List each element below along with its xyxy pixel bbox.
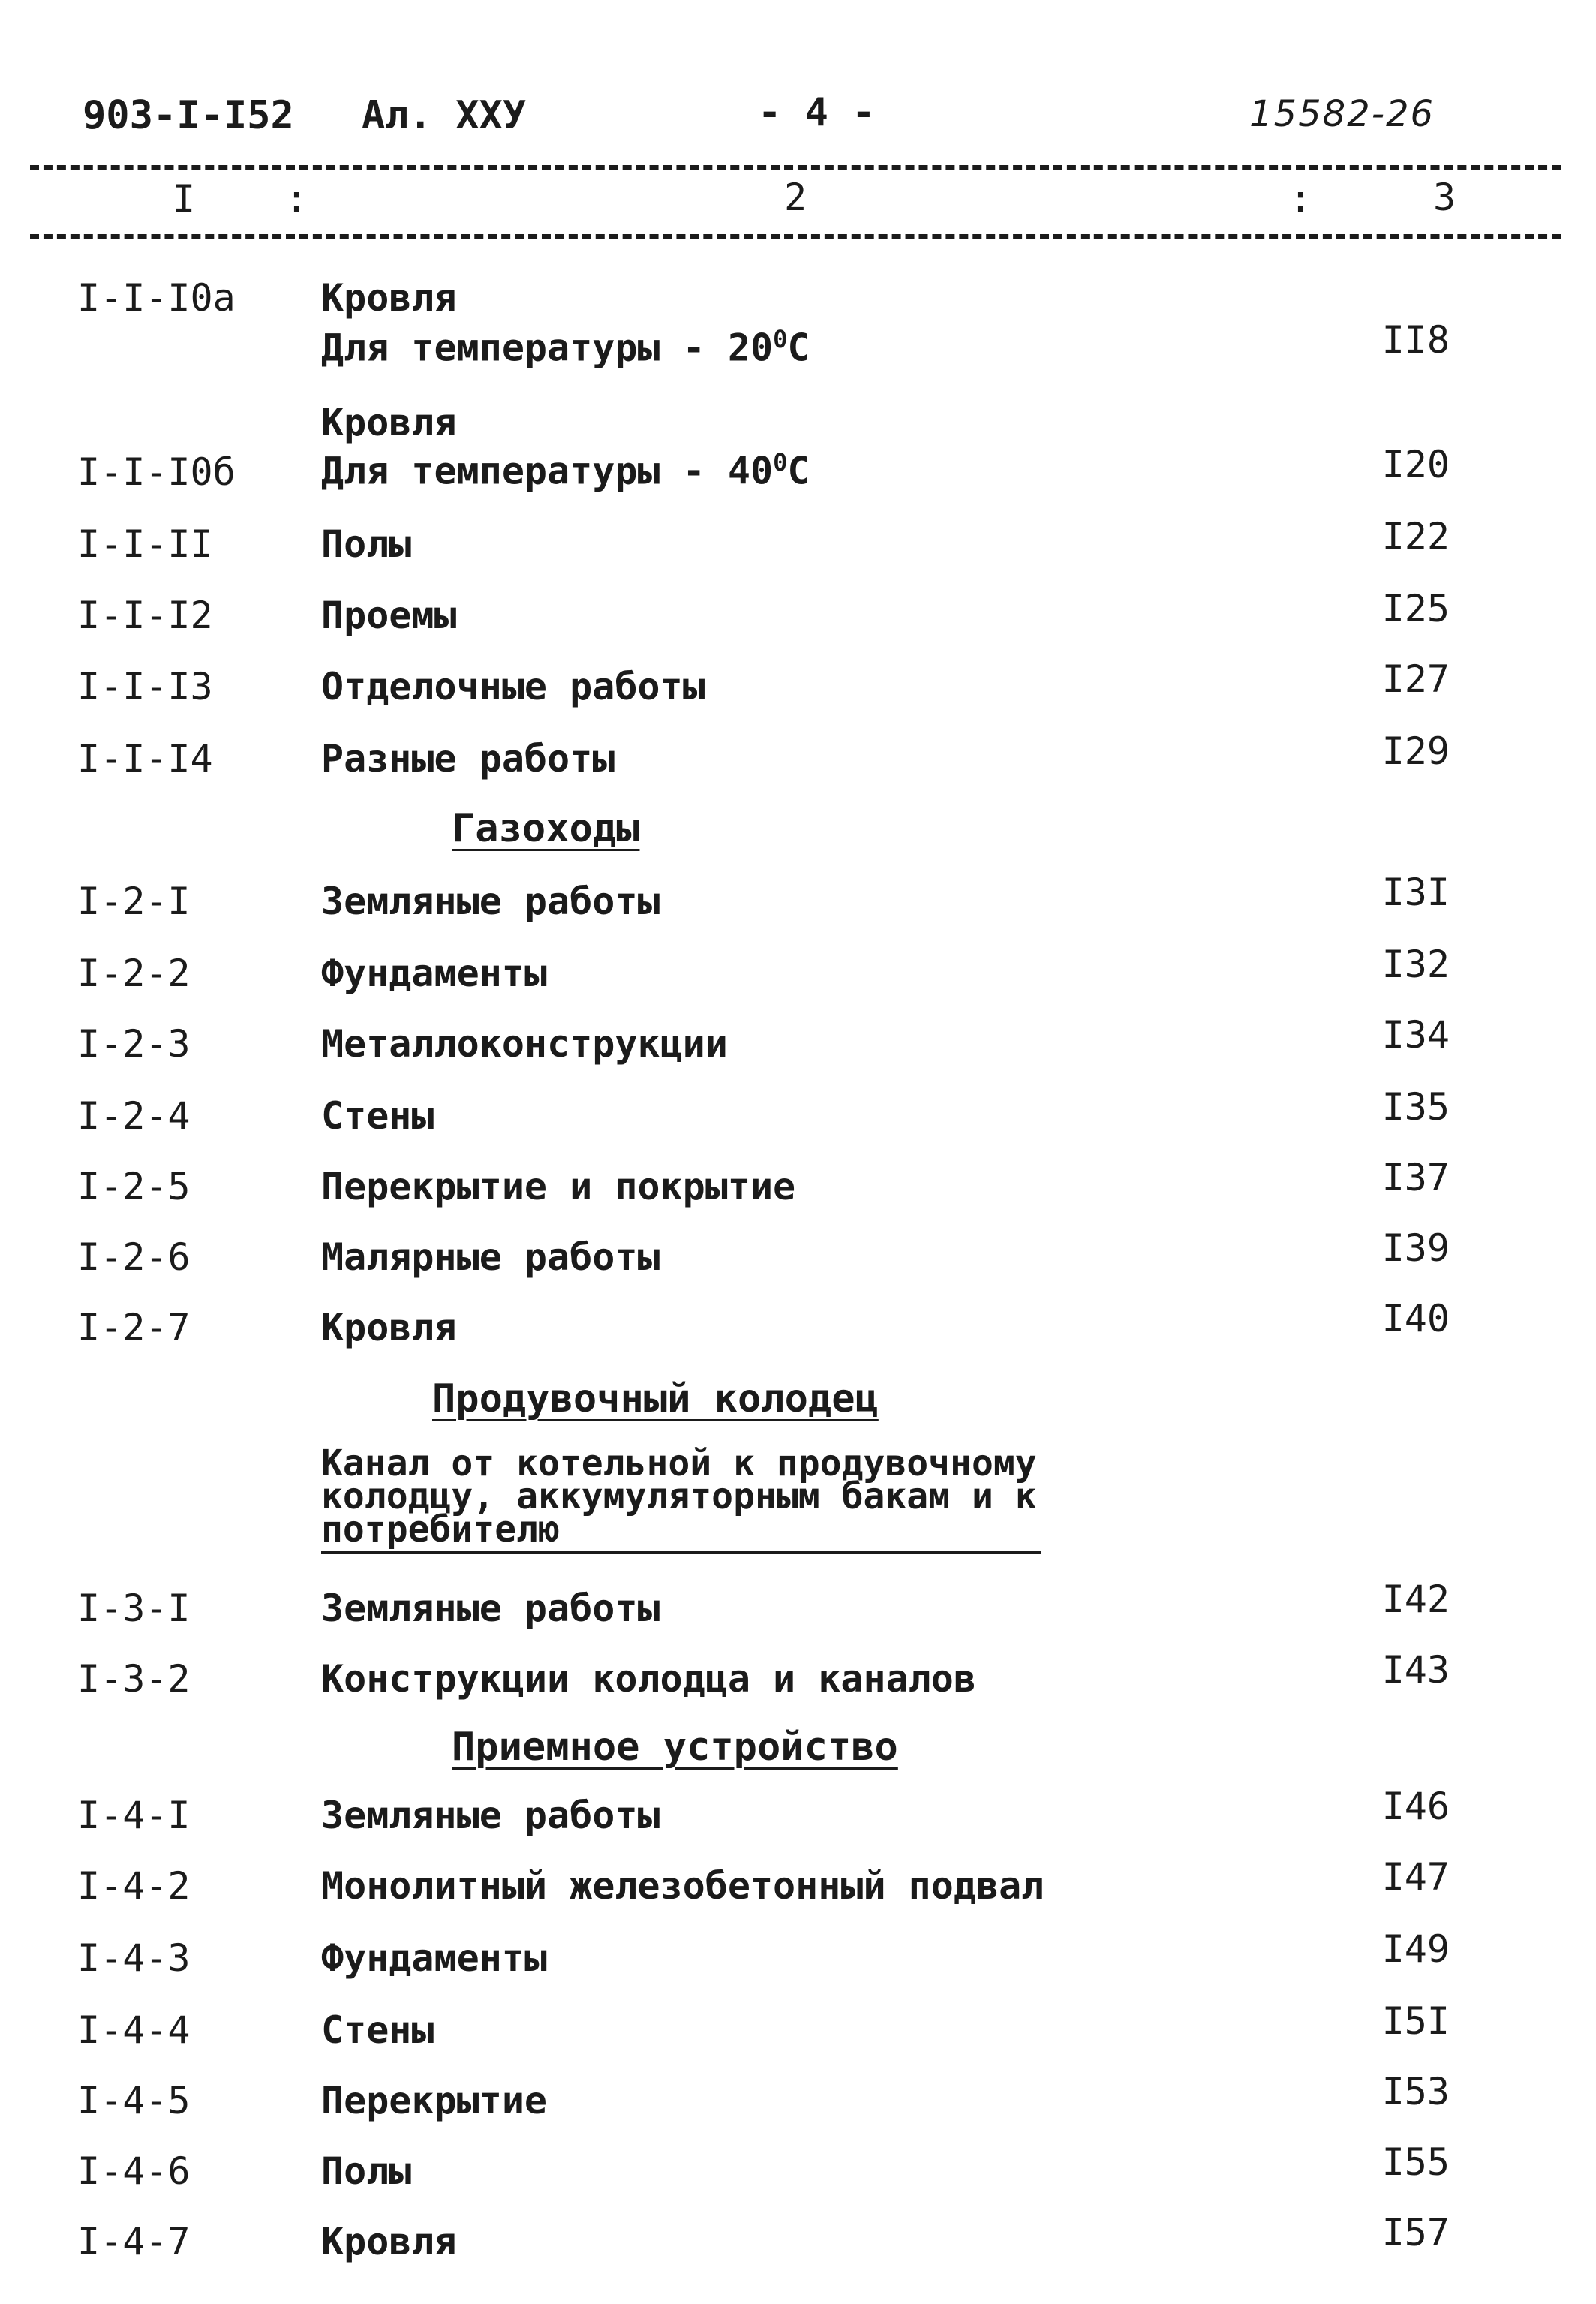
row-title: Полы bbox=[321, 2149, 412, 2193]
row-title: Стены bbox=[321, 1094, 434, 1138]
row-title: Земляные работы bbox=[321, 1794, 660, 1837]
row-title: Кровля bbox=[321, 1306, 457, 1349]
row-page: I53 bbox=[1381, 2070, 1450, 2113]
row-code: I-4-5 bbox=[77, 2079, 191, 2122]
row-page: I20 bbox=[1381, 443, 1450, 486]
row-code: I-2-5 bbox=[77, 1165, 191, 1208]
row-title: Проемы bbox=[321, 594, 457, 637]
column-3-header: 3 bbox=[1433, 176, 1456, 219]
row-page: I42 bbox=[1381, 1578, 1450, 1621]
row-title: Малярные работы bbox=[321, 1235, 660, 1279]
album-number: Ал. XXУ bbox=[362, 93, 527, 138]
row-page: I43 bbox=[1381, 1648, 1450, 1692]
row-title: Перекрытие и покрытие bbox=[321, 1165, 796, 1208]
row-title: Кровля bbox=[321, 2220, 457, 2263]
doc-code: 903-I-I52 bbox=[83, 93, 294, 138]
row-page: I27 bbox=[1381, 657, 1450, 701]
row-page: I32 bbox=[1381, 943, 1450, 986]
row-page: I5I bbox=[1381, 1999, 1450, 2043]
row-code: I-2-6 bbox=[77, 1235, 191, 1279]
row-page: I37 bbox=[1381, 1156, 1450, 1199]
row-page: I57 bbox=[1381, 2211, 1450, 2254]
row-page: I35 bbox=[1381, 1085, 1450, 1129]
row-code: I-I-I0а bbox=[77, 276, 236, 320]
sheet-reference: 15582-26 bbox=[1249, 93, 1435, 135]
column-separator: : bbox=[285, 177, 308, 221]
row-title: Фундаменты bbox=[321, 952, 548, 995]
page-number: - 4 - bbox=[758, 90, 876, 135]
row-title: Монолитный железобетонный подвал bbox=[321, 1864, 1044, 1908]
row-title: Разные работы bbox=[321, 737, 615, 781]
row-code: I-4-3 bbox=[77, 1936, 191, 1980]
row-page: I55 bbox=[1381, 2140, 1450, 2184]
row-page: I46 bbox=[1381, 1785, 1450, 1828]
section-heading: Продувочный колодец bbox=[432, 1376, 879, 1421]
header-rule-top bbox=[30, 165, 1561, 170]
row-code: I-I-I3 bbox=[77, 665, 213, 708]
row-title: Кровля bbox=[321, 401, 457, 444]
row-code: I-2-2 bbox=[77, 952, 191, 995]
row-page: I34 bbox=[1381, 1013, 1450, 1057]
row-code: I-4-4 bbox=[77, 2008, 191, 2052]
row-code: I-3-2 bbox=[77, 1657, 191, 1701]
row-code: I-I-I2 bbox=[77, 594, 213, 637]
row-code: I-2-I bbox=[77, 880, 191, 923]
column-2-header: 2 bbox=[784, 176, 807, 219]
row-page: I47 bbox=[1381, 1855, 1450, 1899]
row-title: Фундаменты bbox=[321, 1936, 548, 1980]
column-separator: : bbox=[1289, 177, 1312, 221]
row-code: I-2-4 bbox=[77, 1094, 191, 1138]
row-page: I39 bbox=[1381, 1226, 1450, 1270]
row-title: Полы bbox=[321, 522, 412, 566]
row-page: I49 bbox=[1381, 1927, 1450, 1971]
row-code: I-4-I bbox=[77, 1794, 191, 1837]
row-title: Кровля bbox=[321, 276, 457, 320]
row-page: I22 bbox=[1381, 515, 1450, 558]
row-code: I-4-2 bbox=[77, 1864, 191, 1908]
section-heading: Газоходы bbox=[452, 806, 640, 851]
column-1-header: I bbox=[173, 177, 196, 221]
row-code: I-2-3 bbox=[77, 1022, 191, 1066]
row-page: I29 bbox=[1381, 729, 1450, 773]
row-title: Земляные работы bbox=[321, 880, 660, 923]
row-title: Стены bbox=[321, 2008, 434, 2052]
row-title: Металлоконструкции bbox=[321, 1022, 728, 1066]
row-title: Отделочные работы bbox=[321, 665, 705, 708]
section-heading: Приемное устройство bbox=[452, 1725, 898, 1770]
row-code: I-3-I bbox=[77, 1587, 191, 1630]
row-code: I-4-7 bbox=[77, 2220, 191, 2263]
row-code: I-4-6 bbox=[77, 2149, 191, 2193]
row-title-detail: Для температуры - $20^0С$ bbox=[321, 325, 810, 370]
row-title: Перекрытие bbox=[321, 2079, 548, 2122]
row-title: Конструкции колодца и каналов bbox=[321, 1657, 976, 1701]
row-page: I3I bbox=[1381, 871, 1450, 914]
row-title-detail: Для температуры - $40^0С$ bbox=[321, 448, 810, 493]
row-title: Земляные работы bbox=[321, 1587, 660, 1630]
row-code: I-I-I0б bbox=[77, 450, 236, 494]
row-page: II8 bbox=[1381, 318, 1450, 362]
paragraph-rule bbox=[321, 1551, 1041, 1554]
row-page: I25 bbox=[1381, 587, 1450, 630]
row-page: I40 bbox=[1381, 1297, 1450, 1340]
section-paragraph: Канал от котельной к продувочному колодцу, аккумуляторным бакам и к потребителю bbox=[321, 1442, 1037, 1551]
row-code: I-I-II bbox=[77, 522, 213, 566]
row-code: I-I-I4 bbox=[77, 737, 213, 781]
header-rule-bottom bbox=[30, 234, 1561, 239]
row-code: I-2-7 bbox=[77, 1306, 191, 1349]
